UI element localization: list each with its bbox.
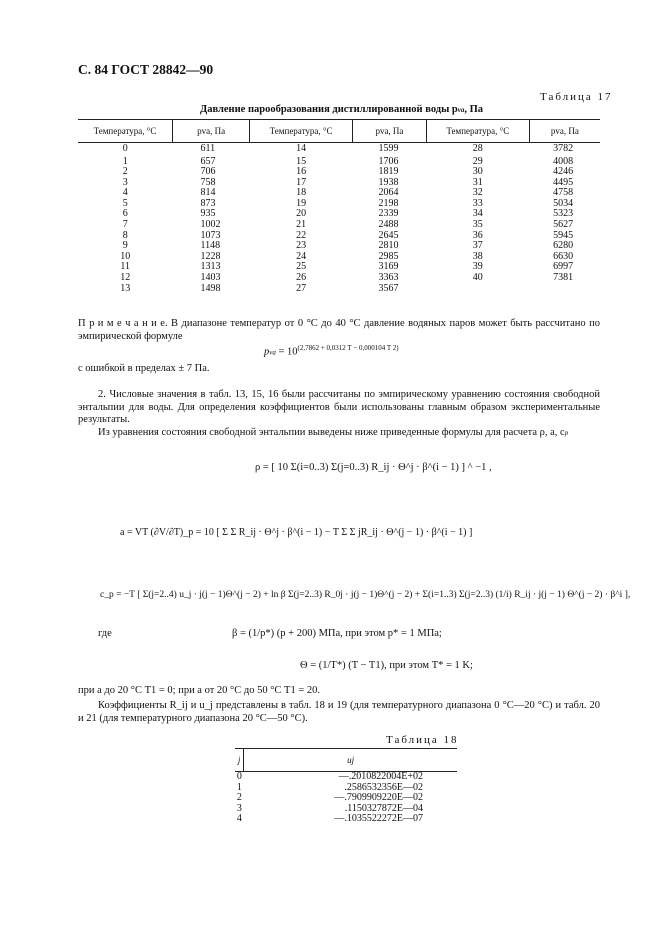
table17-cell: 38 xyxy=(472,250,483,262)
table17-cell: 5323 xyxy=(553,208,574,220)
table17-caption: Давление парообразования дистиллированной воды pva, Па xyxy=(200,104,484,115)
table17-cell: 11 xyxy=(120,261,131,273)
table17-cell: 8 xyxy=(122,229,128,241)
table17-cell: 3 xyxy=(122,176,128,188)
table17-cell: 33 xyxy=(472,197,483,209)
table17-cell: 0 xyxy=(122,143,128,155)
table17-header: pva, Па xyxy=(529,120,600,143)
beta-definition: β = (1/p*) (p + 200) МПа, при этом p* = 1 МПа; xyxy=(232,628,442,639)
note-error: с ошибкой в пределах ± 7 Па. xyxy=(78,363,210,374)
table-row xyxy=(78,231,600,242)
table17-cell: 6997 xyxy=(553,261,574,273)
table17-cell: 4495 xyxy=(553,176,574,188)
formula-cp: c_p = −T [ Σ(j=2..4) u_j · j(j − 1)Θ^(j − 2) + ln β Σ(j=2..3) R_0j · j(j − 1)Θ^(j − 2) + Σ(i=1..3) Σ(j=2..3) (1/i) R_ij · j(j − 1) Θ^(j − 2) · β^i ], xyxy=(100,590,631,600)
table-row xyxy=(78,199,600,210)
table18-cell: —.7909909220E—02 xyxy=(334,792,423,804)
table17-cell: 17 xyxy=(296,176,307,188)
table-row xyxy=(78,178,600,189)
table-row xyxy=(78,273,600,284)
table-row xyxy=(78,209,600,220)
table-row xyxy=(78,167,600,178)
table18-cell: 4 xyxy=(236,813,242,825)
table17-cell: 4246 xyxy=(553,166,574,178)
table18-header: uj xyxy=(244,749,457,772)
table18-header: j xyxy=(235,749,244,772)
table17-header: pva, Па xyxy=(173,120,250,143)
table17-cell: 36 xyxy=(472,229,483,241)
table17-cell: 1938 xyxy=(378,176,399,188)
table17-cell xyxy=(426,284,529,295)
table17-cell: 706 xyxy=(200,166,216,178)
table17-cell: 39 xyxy=(472,261,483,273)
table17-cell: 21 xyxy=(296,219,307,231)
table17-cell: 814 xyxy=(200,187,216,199)
table17-cell: 3169 xyxy=(378,261,399,273)
table18-cell: .2586532356E—02 xyxy=(344,781,423,793)
table17-cell: 4 xyxy=(122,187,128,199)
table17-cell: 5 xyxy=(122,197,128,209)
table-row xyxy=(235,772,457,783)
t1-line: при a до 20 °С T1 = 0; при a от 20 °С до 50 °С T1 = 20. xyxy=(78,685,321,696)
formula-rho: ρ = [ 10 Σ(i=0..3) Σ(j=0..3) R_ij · Θ^j · β^(i − 1) ] ^ −1 , xyxy=(255,462,492,473)
table17-cell: 7381 xyxy=(553,272,574,284)
table17-cell: 6280 xyxy=(553,240,574,252)
table17-cell: 1073 xyxy=(200,229,221,241)
table17-cell: 657 xyxy=(200,155,216,167)
table17-cell: 15 xyxy=(296,155,307,167)
table17-header: Температура, °С xyxy=(250,120,353,143)
table17-cell: 1498 xyxy=(200,282,221,294)
table17-cell: 935 xyxy=(200,208,216,220)
table18-cell: 1 xyxy=(236,781,242,793)
table17-cell: 6630 xyxy=(553,250,574,262)
table17-cell: 23 xyxy=(296,240,307,252)
table17-header: Температура, °С xyxy=(78,120,173,143)
paragraph-3: Из уравнения состояния свободной энтальпии выведены ниже приведенные формулы для расчета ρ, a, cp xyxy=(98,427,569,438)
table17-cell: 9 xyxy=(122,240,128,252)
table-row xyxy=(78,284,600,295)
table17-cell: 2488 xyxy=(378,219,399,231)
table17-cell: 27 xyxy=(296,282,307,294)
table17 xyxy=(78,119,600,294)
table17-cell: 18 xyxy=(296,187,307,199)
table17-cell: 1002 xyxy=(200,219,221,231)
table17-cell: 4758 xyxy=(553,187,574,199)
table17-cell: 758 xyxy=(200,176,216,188)
paragraph-2: 2. Числовые значения в табл. 13, 15, 16 были рассчитаны по эмпирическому уравнению состояния свободной энтальпии для воды. Для определения коэффициентов были использованы главным образом экспериментальные результаты. xyxy=(78,389,600,426)
table17-cell: 1228 xyxy=(200,250,221,262)
table17-cell: 3363 xyxy=(378,272,399,284)
table17-cell: 1599 xyxy=(378,143,399,155)
table17-cell: 3567 xyxy=(378,282,399,294)
coefficients-line: Коэффициенты R_ij и u_j представлены в табл. 18 и 19 (для температурного диапазона 0 °С—20 °С) и табл. 20 и 21 (для температурного диапазона 20 °С—50 °С). xyxy=(78,700,600,724)
table17-cell: 2064 xyxy=(378,187,399,199)
table17-header: pva, Па xyxy=(352,120,426,143)
table17-cell: 16 xyxy=(296,166,307,178)
table17-cell: 31 xyxy=(472,176,483,188)
table17-cell: 1403 xyxy=(200,272,221,284)
table17-cell: 19 xyxy=(296,197,307,209)
table18 xyxy=(235,748,457,825)
table17-cell: 28 xyxy=(472,143,483,155)
table-row xyxy=(78,262,600,273)
table-row xyxy=(235,814,457,825)
table17-cell: 40 xyxy=(472,272,483,284)
table17-cell: 30 xyxy=(472,166,483,178)
table17-cell: 29 xyxy=(472,155,483,167)
table17-cell: 13 xyxy=(120,282,131,294)
table-row xyxy=(78,157,600,168)
table17-cell: 1706 xyxy=(378,155,399,167)
table-row xyxy=(78,188,600,199)
table17-cell: 1 xyxy=(122,155,128,167)
table17-cell xyxy=(529,284,600,295)
table17-cell: 4008 xyxy=(553,155,574,167)
table18-cell: 0 xyxy=(236,771,242,782)
table17-cell: 1313 xyxy=(200,261,221,273)
table17-cell: 34 xyxy=(472,208,483,220)
table18-cell: .1150327872E—04 xyxy=(344,802,423,814)
page-header: С. 84 ГОСТ 28842—90 xyxy=(78,62,214,77)
table17-cell: 12 xyxy=(120,272,131,284)
table17-cell: 35 xyxy=(472,219,483,231)
where-label: где xyxy=(98,628,112,639)
note-formula: pva = $10^{(2,7862 + 0,0312 T - 0,000104 T 2)}$ xyxy=(264,344,399,358)
table17-cell: 1148 xyxy=(200,240,221,252)
theta-definition: Θ = (1/T*) (T − T1), при этом T* = 1 K; xyxy=(300,660,473,671)
table-row xyxy=(78,241,600,252)
table17-cell: 26 xyxy=(296,272,307,284)
table17-cell: 2985 xyxy=(378,250,399,262)
table17-cell: 10 xyxy=(120,250,131,262)
table17-cell: 873 xyxy=(200,197,216,209)
table17-cell: 32 xyxy=(472,187,483,199)
note: П р и м е ч а н и е. В диапазоне температур от 0 °С до 40 °С давление водяных паров может быть рассчитано по эмпирической формуле xyxy=(78,318,600,342)
table17-cell: 24 xyxy=(296,250,307,262)
table17-cell: 5945 xyxy=(553,229,574,241)
table17-cell: 20 xyxy=(296,208,307,220)
table17-cell: 25 xyxy=(296,261,307,273)
table18-cell: —.1035522272E—07 xyxy=(334,813,423,825)
table17-cell: 2810 xyxy=(378,240,399,252)
table17-cell: 22 xyxy=(296,229,307,241)
table18-label: Таблица 18 xyxy=(386,734,459,746)
table18-cell: —.2010822004E+02 xyxy=(338,771,423,782)
table17-cell: 5627 xyxy=(553,219,574,231)
table-row xyxy=(78,220,600,231)
table18-cell: 3 xyxy=(236,802,242,814)
table18-cell: 2 xyxy=(236,792,242,804)
table17-cell: 5034 xyxy=(553,197,574,209)
table17-header: Температура, °С xyxy=(426,120,529,143)
table17-cell: 2198 xyxy=(378,197,399,209)
table17-label: Таблица 17 xyxy=(540,91,613,103)
table17-cell: 14 xyxy=(296,143,307,155)
table17-cell: 3782 xyxy=(553,143,574,155)
table17-cell: 7 xyxy=(122,219,128,231)
table17-cell: 37 xyxy=(472,240,483,252)
table17-cell: 1819 xyxy=(378,166,399,178)
table-row xyxy=(78,143,600,157)
table17-cell: 2 xyxy=(122,166,128,178)
formula-a: a = VT (∂V/∂T)_p = 10 [ Σ Σ R_ij · Θ^j · β^(i − 1) − T Σ Σ jR_ij · Θ^(j − 1) · β^(i − 1) ] xyxy=(120,527,473,538)
table17-cell: 2645 xyxy=(378,229,399,241)
table17-cell: 2339 xyxy=(378,208,399,220)
table-row xyxy=(78,252,600,263)
table17-cell: 6 xyxy=(122,208,128,220)
table17-cell: 611 xyxy=(200,143,216,155)
